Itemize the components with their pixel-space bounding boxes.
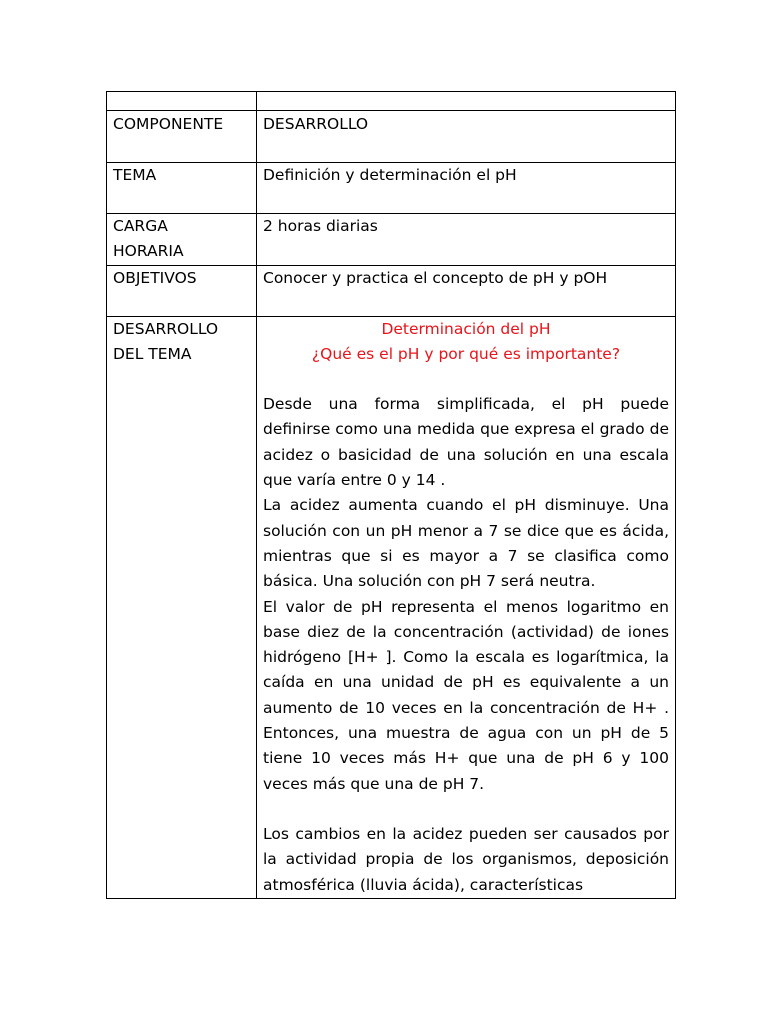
spacer <box>263 797 669 822</box>
paragraph: Los cambios en la acidez pueden ser causados por la actividad propia de los organismos, deposición atmosférica (lluvia ácida), características <box>263 824 669 894</box>
table-row-carga-horaria <box>107 214 676 266</box>
row-value-tema: Definición y determinación el pH <box>257 163 676 214</box>
row-label-carga-horaria <box>107 214 257 266</box>
table-row-tema <box>107 163 676 214</box>
table-row-objetivos <box>107 265 676 316</box>
label-line: DEL TEMA <box>113 344 192 363</box>
row-label-desarrollo <box>107 316 257 898</box>
table-empty-top-row <box>107 92 676 111</box>
header-component: COMPONENTE <box>107 111 257 163</box>
row-value-objetivos: Conocer y practica el concepto de pH y pOH <box>257 265 676 316</box>
paragraph: El valor de pH representa el menos logaritmo en base diez de la concentración (actividad) de iones hidrógeno [H+ ]. Como la escala es logarítmica, la caída en una unidad de pH es equivalente a un aumento de 10 veces en la concentración de H+ . Entonces, una muestra de agua con un pH de 5 tiene 10 veces más H+ que una de pH 6 y 100 veces más que una de pH 7. <box>263 597 669 793</box>
row-label-tema: TEMA <box>107 163 257 214</box>
table-header-row <box>107 111 676 163</box>
spacer <box>263 367 669 392</box>
section-heading: Determinación del pH <box>381 319 551 338</box>
development-content <box>257 316 676 898</box>
label-line: CARGA <box>113 217 168 235</box>
section-subheading: ¿Qué es el pH y por qué es importante? <box>311 344 621 363</box>
header-development: DESARROLLO <box>257 111 676 163</box>
empty-cell <box>257 92 676 111</box>
row-value-carga-horaria: 2 horas diarias <box>257 214 676 266</box>
label-line: HORARIA <box>113 242 184 261</box>
row-label-objetivos: OBJETIVOS <box>107 265 257 316</box>
label-line: DESARROLLO <box>113 319 219 338</box>
paragraph: La acidez aumenta cuando el pH disminuye. Una solución con un pH menor a 7 se dice que es ácida, mientras que si es mayor a 7 se clasifica como básica. Una solución con pH 7 será neutra. <box>263 496 669 591</box>
table-row-desarrollo <box>107 316 676 898</box>
lesson-plan-table <box>106 91 676 899</box>
empty-cell <box>107 92 257 111</box>
paragraph: Desde una forma simplificada, el pH puede definirse como una medida que expresa el grado de acidez o basicidad de una solución en una escala que varía entre 0 y 14 . <box>263 395 669 490</box>
